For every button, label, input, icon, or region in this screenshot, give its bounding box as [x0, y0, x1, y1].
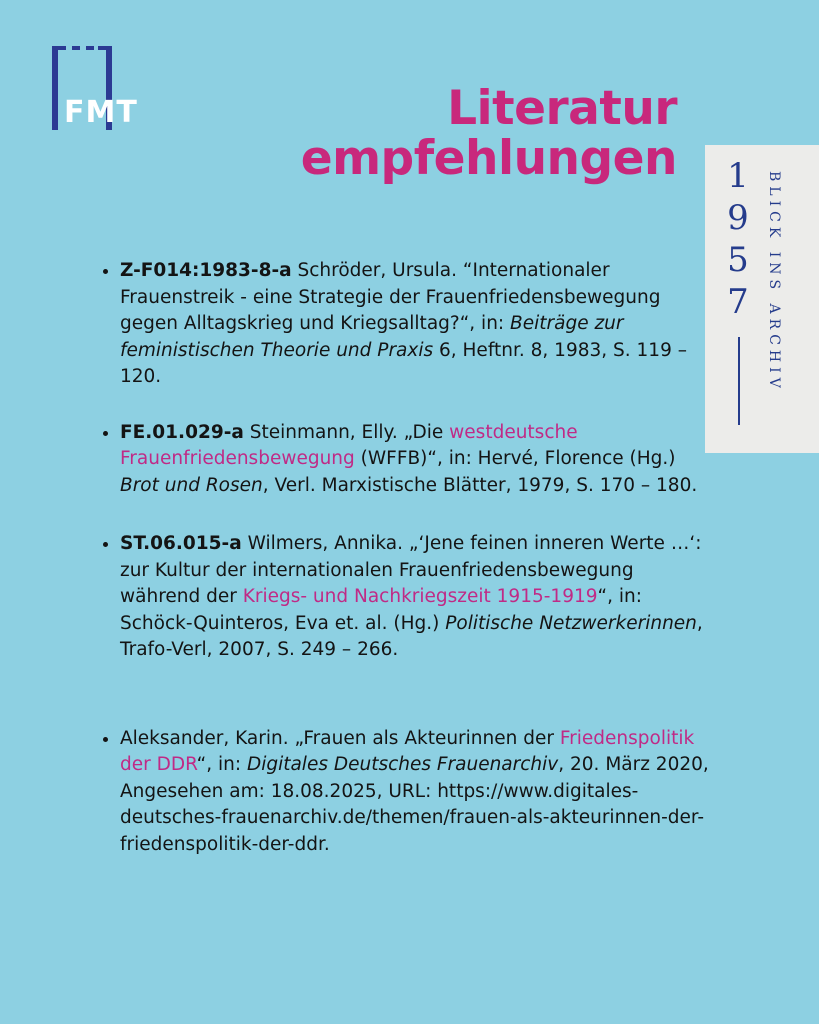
reference-title: Digitales Deutsches Frauenarchiv	[246, 754, 559, 775]
reference-text: 6, Heftnr. 8, 1983, S. 119 – 120.	[120, 339, 687, 387]
page-title	[300, 81, 677, 186]
year-digit: 5	[727, 240, 749, 280]
reference-text: Wilmers, Annika. „‘Jene feinen inneren Werte …‘: zur Kultur der internationalen Frauenfriedensbewegung während der	[120, 533, 702, 607]
reference-link[interactable]: westdeutsche Frauenfriedensbewegung	[120, 421, 578, 469]
year-digit: 9	[727, 198, 749, 238]
year-digit: 1	[727, 156, 749, 196]
reference-link[interactable]: Friedenspolitik der DDR	[120, 727, 695, 775]
reference-item	[120, 531, 710, 664]
archive-label: BLICK INS ARCHIV	[766, 171, 782, 393]
reference-signature: FE.01.029-a	[120, 421, 244, 443]
reference-text: , Verl. Marxistische Blätter, 1979, S. 170 – 180.	[262, 474, 698, 496]
reference-text: Aleksander, Karin. „Frauen als Akteurinnen der	[120, 727, 560, 749]
reference-link[interactable]: Kriegs- und Nachkriegszeit 1915-1919	[242, 586, 598, 607]
reference-list	[96, 258, 710, 858]
reference-text: “, in:	[196, 754, 247, 775]
year-divider-line	[738, 337, 740, 425]
year-digit: 7	[727, 282, 749, 322]
reference-text: “, in: Schöck-Quinteros, Eva et. al. (Hg.)	[120, 586, 642, 634]
reference-item	[120, 726, 710, 859]
reference-title: Politische Netzwerkerinnen	[445, 612, 697, 634]
reference-text: (WFFB)“, in: Hervé, Florence (Hg.)	[354, 448, 676, 469]
reference-title: Beiträge zur feministischen Theorie und Praxis	[120, 313, 624, 361]
reference-item	[120, 420, 710, 500]
title-line-2: empfehlungen	[300, 131, 677, 186]
year-1957	[725, 155, 751, 323]
reference-title: Brot und Rosen	[120, 474, 263, 496]
reference-item	[120, 258, 710, 391]
reference-text: Steinmann, Elly. „Die	[243, 421, 450, 443]
reference-text: Schröder, Ursula. “Internationaler Frauenstreik - eine Strategie der Frauenfriedensbewegung gegen Alltagskrieg und Kriegsalltag?“, in:	[120, 260, 661, 334]
reference-signature: ST.06.015-a	[120, 533, 242, 554]
reference-signature: Z-F014:1983-8-a	[120, 260, 292, 281]
title-line-1: Literatur	[447, 81, 677, 136]
logo-text: FMT	[64, 95, 138, 130]
archive-tab	[705, 145, 819, 453]
fmt-logo	[50, 44, 150, 134]
reference-text: , 20. März 2020, Angesehen am: 18.08.2025, URL: https://www.digitales-deutsches-frauenarchiv.de/themen/frauen-als-akteurinnen-der-friedenspolitik-der-ddr.	[120, 754, 709, 855]
reference-text: , Trafo-Verl, 2007, S. 249 – 266.	[120, 612, 703, 660]
